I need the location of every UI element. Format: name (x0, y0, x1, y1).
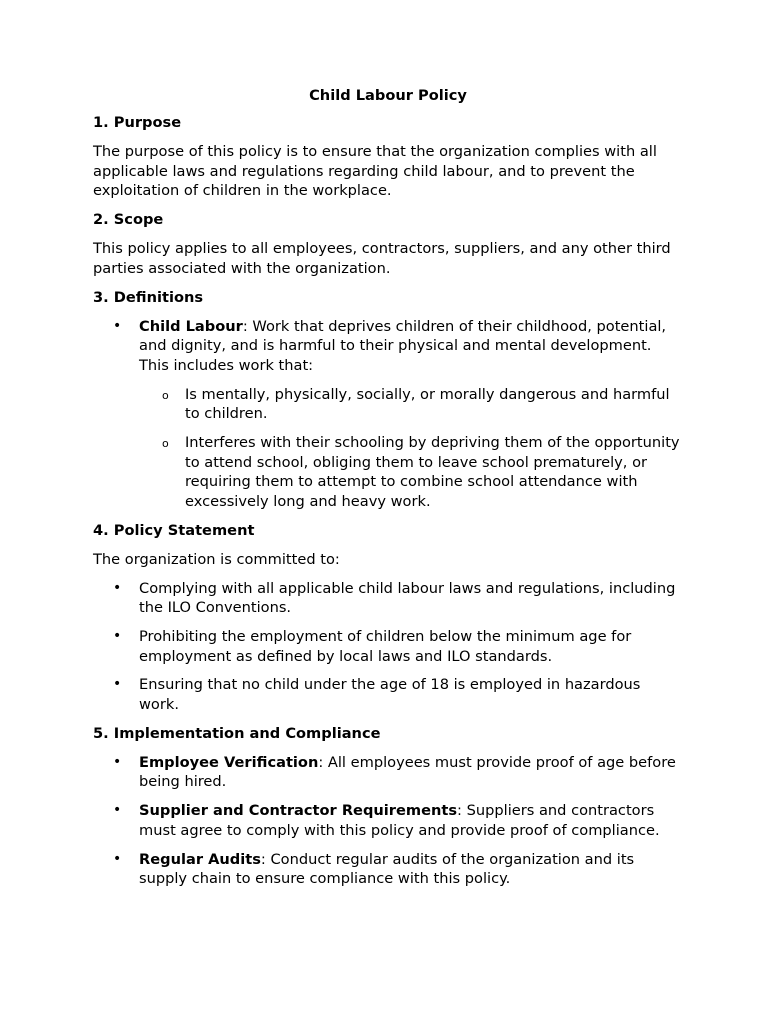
list-item-text: Complying with all applicable child labour laws and regulations, including the ILO Conventions. (139, 579, 676, 617)
list-item (93, 850, 683, 889)
policy-statement-list (93, 579, 683, 715)
definitions-heading: 3. Definitions (93, 288, 204, 306)
sub-list-item (139, 385, 683, 424)
list-item (93, 753, 683, 792)
definition-sublist (139, 385, 683, 512)
sub-list-item (139, 433, 683, 512)
implementation-heading: 5. Implementation and Compliance (93, 724, 381, 742)
bullet-icon: • (113, 802, 122, 819)
policy-statement-heading: 4. Policy Statement (93, 521, 255, 539)
bullet-icon: • (113, 579, 122, 596)
list-item-text: Prohibiting the employment of children below the minimum age for employment as defined by local laws and ILO standards. (139, 627, 632, 665)
document-body (93, 86, 683, 898)
definition-term: Child Labour (139, 317, 243, 335)
definition-text: : Work that deprives children of their childhood, potential, and dignity, and is harmful to their physical and mental development. This includes work that: (139, 317, 667, 374)
list-item-text: : All employees must provide proof of age before being hired. (139, 753, 676, 791)
list-item (93, 801, 683, 840)
sub-list-text: Interferes with their schooling by depriving them of the opportunity to attend school, obliging them to leave school prematurely, or requiring them to attempt to combine school attendance with excessively long and heavy work. (185, 434, 680, 511)
bullet-icon: • (113, 627, 122, 644)
bullet-icon: • (113, 850, 122, 867)
list-item-term: Supplier and Contractor Requirements (139, 802, 458, 820)
implementation-list (93, 753, 683, 889)
scope-text: This policy applies to all employees, contractors, suppliers, and any other third parties associated with the organization. (93, 240, 671, 277)
list-item (93, 317, 683, 512)
policy-statement-intro: The organization is committed to: (93, 550, 340, 568)
bullet-icon: • (113, 317, 122, 334)
scope-heading: 2. Scope (93, 211, 164, 229)
document-title: Child Labour Policy (309, 87, 467, 104)
bullet-icon: • (113, 676, 122, 693)
list-item-text: Ensuring that no child under the age of 18 is employed in hazardous work. (139, 676, 641, 714)
sub-list-text: Is mentally, physically, socially, or morally dangerous and harmful to children. (185, 385, 670, 423)
list-item-term: Regular Audits (139, 850, 261, 868)
definitions-list (93, 317, 683, 512)
list-item-text: : Suppliers and contractors must agree to comply with this policy and provide proof of compliance. (139, 802, 660, 839)
circle-bullet-icon: o (162, 437, 169, 451)
list-item-term: Employee Verification (139, 753, 319, 771)
purpose-text: The purpose of this policy is to ensure that the organization complies with all applicable laws and regulations regarding child labour, and to prevent the exploitation of children in the workplace. (93, 143, 657, 200)
bullet-icon: • (113, 753, 122, 770)
list-item (93, 675, 683, 714)
list-item (93, 627, 683, 666)
list-item-text: : Conduct regular audits of the organization and its supply chain to ensure compliance with this policy. (139, 850, 635, 888)
circle-bullet-icon: o (162, 388, 169, 402)
purpose-heading: 1. Purpose (93, 114, 182, 131)
list-item (93, 579, 683, 618)
